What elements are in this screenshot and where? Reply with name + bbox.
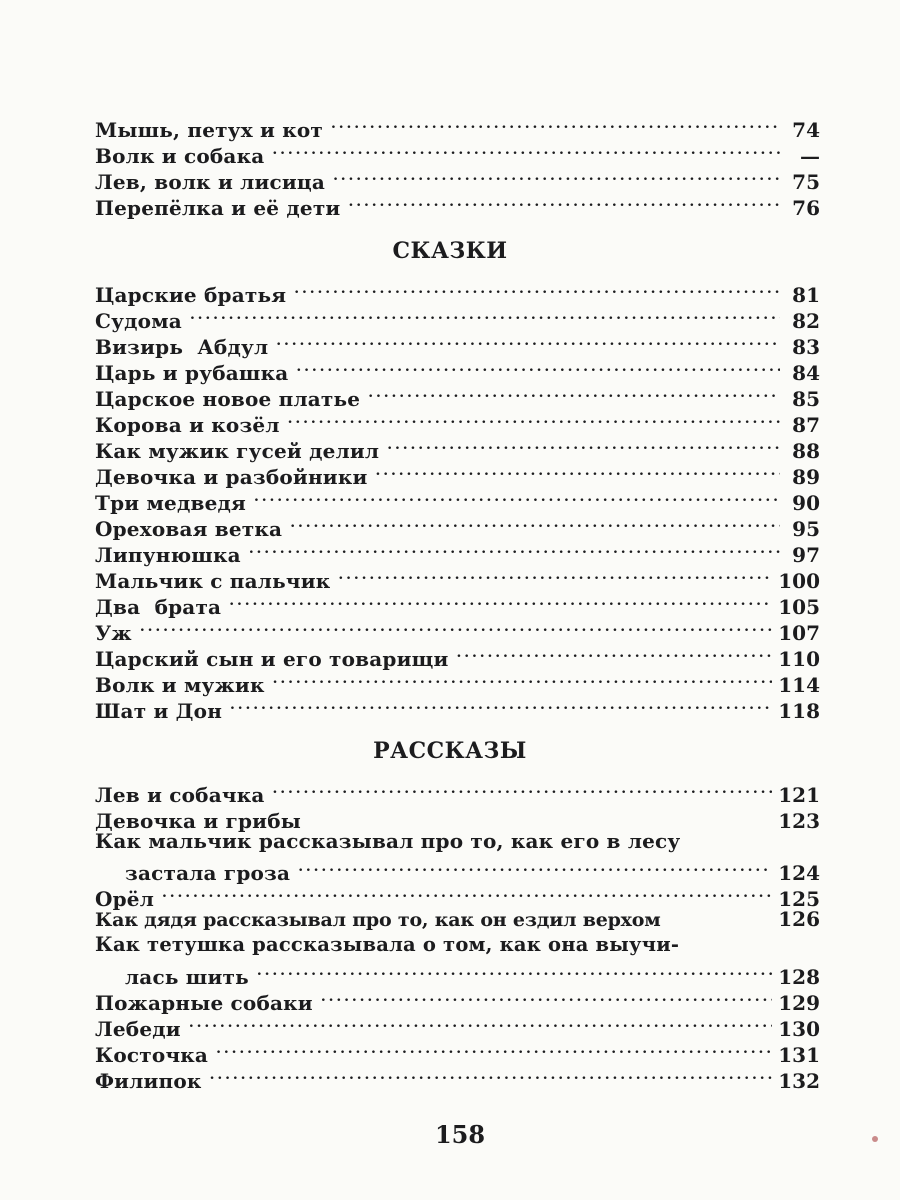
entry-page: 75 [792,170,820,194]
entry-page: 90 [792,491,820,515]
entry-title: Лебеди [95,1017,181,1041]
entry-title: Три медведя [95,491,247,515]
entry-title: Визирь Абдул [95,335,269,359]
entry-title: Судома [95,309,182,333]
toc-entry-wrapped-first [95,932,820,958]
page-number: 158 [434,1120,486,1149]
entry-title: Как мальчик рассказывал про то, как его в лесу [95,829,681,853]
leader-dots [333,163,780,189]
entry-title: застала гроза [125,861,291,885]
entry-page: 76 [792,196,820,220]
entry-page: — [800,144,820,168]
toc-entry [95,614,820,645]
toc-entry [95,776,820,807]
entry-title: Орёл [95,887,155,911]
toc-group-rasskazy [95,776,820,1093]
toc-entry [95,302,820,333]
entry-title: Царское новое платье [95,387,361,411]
entry-title: Девочка и грибы [95,809,302,833]
entry-title: Корова и козёл [95,413,280,437]
leader-dots [257,958,772,984]
leader-dots [162,880,772,906]
toc-entry [95,640,820,671]
entry-page: 126 [778,907,820,931]
entry-page: 74 [792,118,820,142]
entry-page: 125 [778,887,820,911]
entry-title: Как дядя рассказывал про то, как он ездил верхом [95,909,661,931]
entry-title: Лев и собачка [95,783,265,807]
entry-page: 82 [792,309,820,333]
entry-title: Пожарные собаки [95,991,313,1015]
entry-page: 128 [778,965,820,989]
leader-dots [216,1036,772,1062]
leader-dots [288,406,780,432]
leader-dots [254,484,780,510]
entry-page: 130 [778,1017,820,1041]
leader-dots [457,640,773,666]
entry-title: Перепёлка и её дети [95,196,341,220]
leader-dots [296,354,780,380]
entry-page: 89 [792,465,820,489]
toc-entry-wrapped-first [95,828,820,854]
entry-page: 123 [778,809,820,833]
entry-page: 131 [778,1043,820,1067]
leader-dots [376,458,780,484]
entry-title: лась шить [125,965,249,989]
entry-page: 105 [778,595,820,619]
entry-title: Царские братья [95,283,287,307]
entry-title: Мышь, петух и кот [95,118,323,142]
entry-title: Уж [95,621,132,645]
entry-page: 84 [792,361,820,385]
toc-group-skazki [95,276,820,723]
leader-dots [230,692,772,718]
section-heading-rasskazy: РАССКАЗЫ [373,738,527,764]
entry-page: 85 [792,387,820,411]
leader-dots [272,137,780,163]
leader-dots [331,111,780,137]
entry-page: 124 [778,861,820,885]
entry-page: 107 [778,621,820,645]
entry-page: 87 [792,413,820,437]
entry-title: Как тетушка рассказывала о том, как она выучи- [95,933,680,956]
entry-title: Мальчик с пальчик [95,569,331,593]
toc-entry-wrapped-cont [95,958,820,989]
leader-dots [273,776,773,802]
leader-dots [140,614,772,640]
leader-dots [321,984,772,1010]
toc-entry [95,1036,820,1067]
ink-speck [872,1136,878,1142]
leader-dots [276,328,780,354]
leader-dots [368,380,780,406]
entry-title: Девочка и разбойники [95,465,368,489]
entry-title: Липунюшка [95,543,241,567]
entry-page: 97 [792,543,820,567]
section-heading-skazki: СКАЗКИ [392,238,508,264]
entry-title: Волк и мужик [95,673,265,697]
toc-entry [95,880,820,911]
entry-page: 100 [778,569,820,593]
entry-page: 110 [778,647,820,671]
entry-page: 95 [792,517,820,541]
entry-title: Лев, волк и лисица [95,170,326,194]
entry-title: Шат и Дон [95,699,223,723]
entry-title: Два брата [95,595,222,619]
entry-page: 88 [792,439,820,463]
entry-title: Царь и рубашка [95,361,289,385]
leader-dots [189,1010,772,1036]
entry-page: 81 [792,283,820,307]
toc-entry [95,906,820,932]
entry-page: 114 [778,673,820,697]
leader-dots [348,189,780,215]
leader-dots [273,666,773,692]
entry-title: Царский сын и его товарищи [95,647,449,671]
entry-title: Филипок [95,1069,202,1093]
entry-title: Ореховая ветка [95,517,283,541]
leader-dots [387,432,780,458]
entry-title: Косточка [95,1043,209,1067]
toc-entry [95,1010,820,1041]
toc-entry [95,111,820,142]
toc-group-fables [95,111,820,220]
leader-dots [338,562,772,588]
toc-entry [95,328,820,359]
leader-dots [190,302,780,328]
leader-dots [290,510,780,536]
toc-entry [95,276,820,307]
leader-dots [229,588,772,614]
leader-dots [249,536,780,562]
entry-page: 121 [778,783,820,807]
leader-dots [294,276,780,302]
toc-entry-wrapped-cont [95,854,820,885]
entry-title: Волк и собака [95,144,265,168]
entry-page: 129 [778,991,820,1015]
leader-dots [210,1062,773,1088]
entry-page: 83 [792,335,820,359]
entry-page: 118 [778,699,820,723]
leader-dots [298,854,772,880]
entry-page: 132 [778,1069,820,1093]
entry-title: Как мужик гусей делил [95,439,380,463]
